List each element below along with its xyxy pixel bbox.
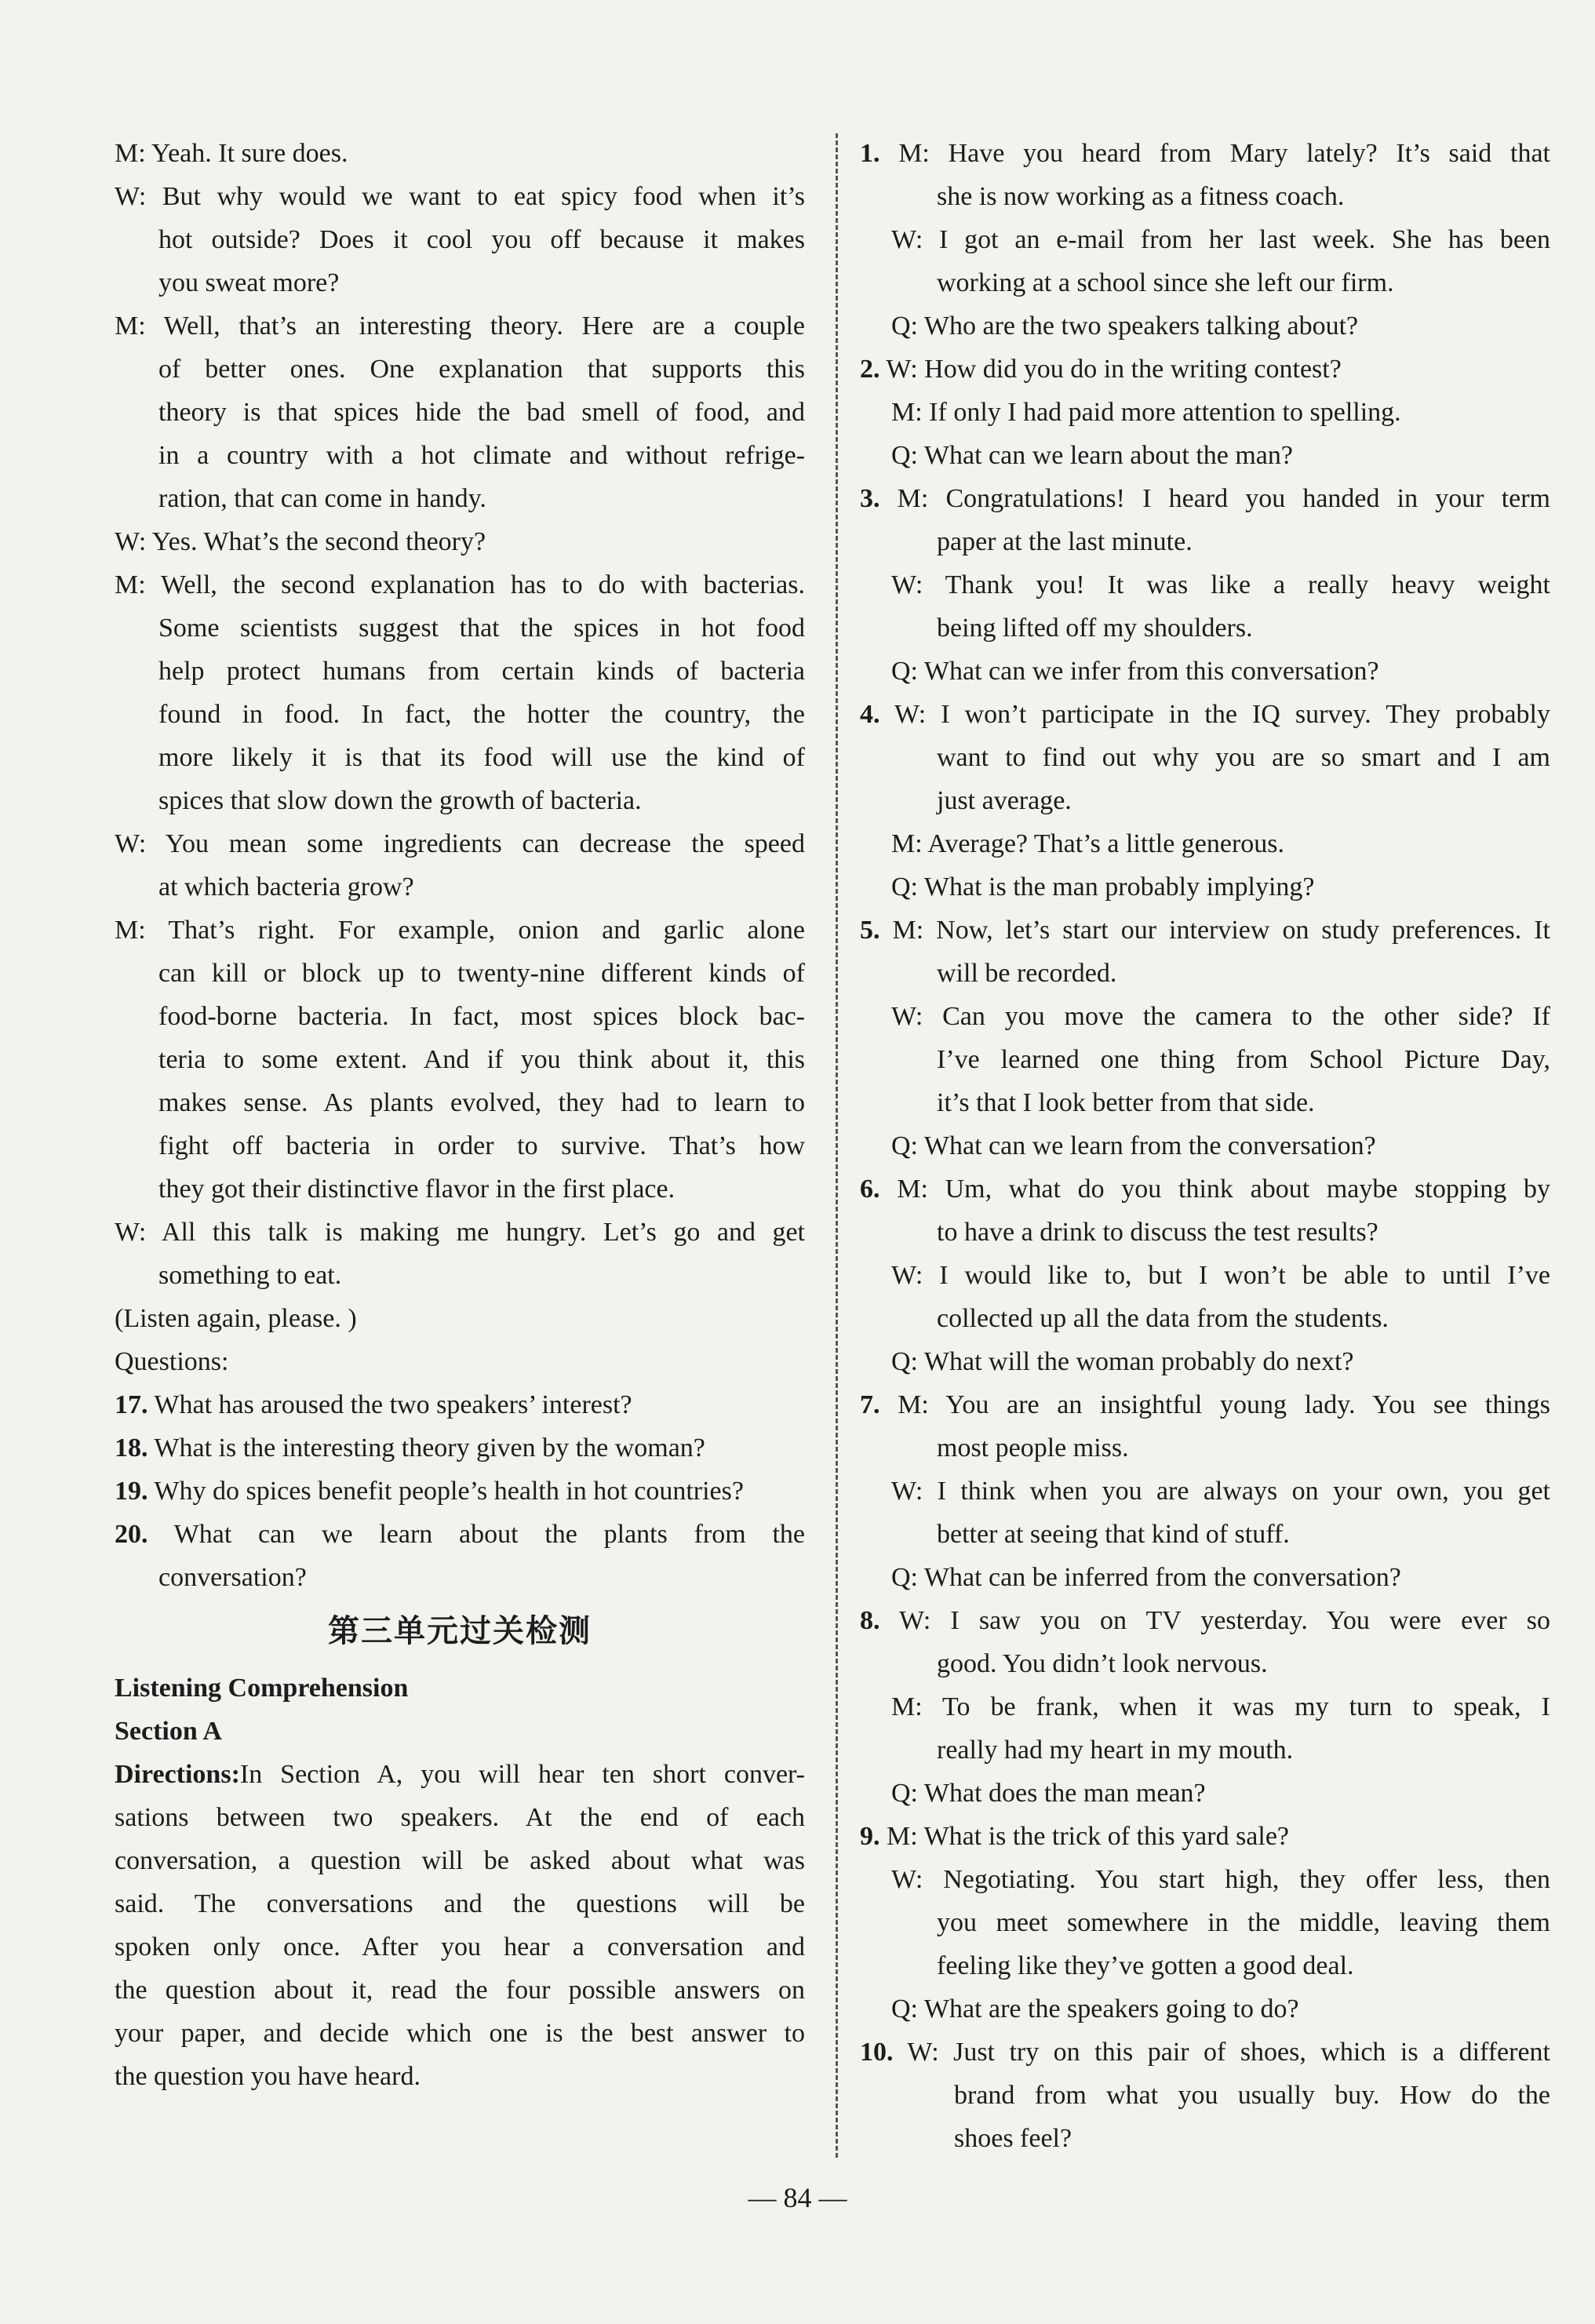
section-heading: 第三单元过关检测: [328, 1613, 592, 1649]
conversation-text: collected up all the data from the students.: [937, 1304, 1389, 1333]
conversation-text: W: How did you do in the writing contest?: [886, 355, 1342, 384]
dialogue-line: you sweat more?: [158, 268, 340, 297]
conversation-text: just average.: [937, 786, 1072, 815]
dialogue-line: in a country with a hot climate and without refrige-: [158, 441, 805, 470]
conversation-text: it’s that I look better from that side.: [937, 1088, 1315, 1117]
conversation-line: [860, 1297, 1550, 1340]
question-number: 20.: [115, 1520, 148, 1549]
dialogue-line: help protect humans from certain kinds of bacteria: [158, 657, 805, 686]
conversation-line: [860, 175, 1550, 218]
dialogue-line: can kill or block up to twenty-nine different kinds of: [158, 959, 805, 988]
directions-text: conversation, a question will be asked about what was: [115, 1846, 805, 1875]
conversation-line: [860, 1901, 1550, 1944]
conversation-text: she is now working as a fitness coach.: [937, 182, 1345, 211]
directions-text: the question you have heard.: [115, 2062, 421, 2091]
conversation-text: want to find out why you are so smart and I am: [937, 743, 1550, 772]
left-column: [115, 132, 805, 2098]
directions-text: the question about it, read the four possible answers on: [115, 1976, 805, 2005]
dialogue-line: W: Yes. What’s the second theory?: [115, 527, 486, 556]
conversation-text: W: I got an e-mail from her last week. She has been: [891, 225, 1550, 254]
conversation-line: [860, 1815, 1550, 1858]
conversation-text: paper at the last minute.: [937, 527, 1193, 556]
dialogue-line: found in food. In fact, the hotter the country, the: [158, 700, 805, 729]
conversation-text: Q: What can we learn from the conversation?: [891, 1131, 1376, 1160]
conversation-text: Q: What are the speakers going to do?: [891, 1994, 1299, 2023]
conversation-line: [860, 391, 1550, 434]
dialogue-line: Some scientists suggest that the spices in hot food: [158, 614, 805, 643]
directions-text: sations between two speakers. At the end of each: [115, 1803, 805, 1832]
dialogue-line: theory is that spices hide the bad smell of food, and: [158, 398, 805, 427]
conversation-text: working at a school since she left our firm.: [937, 268, 1394, 297]
conversation-line: [860, 434, 1550, 477]
conversation-line: [860, 995, 1550, 1038]
conversation-text: Q: What can be inferred from the conversation?: [891, 1563, 1401, 1592]
conversation-line: [860, 2074, 1550, 2117]
item-number: 10.: [860, 2038, 894, 2067]
conversation-line: [860, 606, 1550, 650]
conversation-line: [860, 304, 1550, 348]
conversation-text: W: Can you move the camera to the other side? If: [891, 1002, 1550, 1031]
conversation-text: M: Um, what do you think about maybe stopping by: [897, 1175, 1550, 1204]
conversation-line: [860, 693, 1550, 736]
conversation-text: M: What is the trick of this yard sale?: [887, 1822, 1290, 1851]
conversation-text: brand from what you usually buy. How do the: [954, 2081, 1550, 2110]
conversation-line: [860, 1513, 1550, 1556]
item-number: 2.: [860, 355, 880, 384]
section-a-heading: Section A: [115, 1717, 222, 1746]
conversation-line: [860, 520, 1550, 563]
listening-heading: Listening Comprehension: [115, 1674, 409, 1703]
conversation-text: Q: What can we infer from this conversation?: [891, 657, 1379, 686]
conversation-text: really had my heart in my mouth.: [937, 1736, 1294, 1765]
conversation-text: most people miss.: [937, 1433, 1129, 1463]
conversation-text: W: Just try on this pair of shoes, which is a different: [907, 2038, 1550, 2067]
dialogue-line: W: You mean some ingredients can decrease the speed: [115, 829, 805, 858]
dialogue-line: M: That’s right. For example, onion and garlic alone: [115, 916, 805, 945]
conversation-text: Q: Who are the two speakers talking about?: [891, 311, 1359, 341]
item-number: 1.: [860, 139, 880, 168]
conversation-line: [860, 1081, 1550, 1124]
directions-line: [115, 1796, 805, 1839]
conversation-text: M: Now, let’s start our interview on study preferences. It: [892, 916, 1550, 945]
dialogue-line: ration, that can come in handy.: [158, 484, 486, 513]
question-text: What can we learn about the plants from the: [173, 1520, 805, 1549]
conversation-line: [860, 1470, 1550, 1513]
conversation-line: [860, 822, 1550, 865]
question-item: [115, 1513, 805, 1556]
dialogue-line: more likely it is that its food will use the kind of: [158, 743, 805, 772]
conversation-text: feeling like they’ve gotten a good deal.: [937, 1951, 1354, 1980]
dialogue-line: they got their distinctive flavor in the first place.: [158, 1175, 676, 1204]
conversation-text: M: If only I had paid more attention to spelling.: [891, 398, 1401, 427]
directions-line: [115, 1925, 805, 1969]
conversation-line: [860, 1167, 1550, 1211]
conversation-text: W: I saw you on TV yesterday. You were ever so: [899, 1606, 1550, 1635]
directions-text: spoken only once. After you hear a conversation and: [115, 1932, 805, 1962]
dialogue-line: W: All this talk is making me hungry. Let’s go and get: [115, 1218, 805, 1247]
dialogue-line: Questions:: [115, 1347, 229, 1376]
dialogue-line: M: Well, that’s an interesting theory. Here are a couple: [115, 311, 805, 341]
column-divider: [836, 133, 838, 2158]
question-item: [115, 1383, 805, 1426]
dialogue-line: food-borne bacteria. In fact, most spices block bac-: [158, 1002, 805, 1031]
conversation-text: W: I would like to, but I won’t be able to until I’ve: [891, 1261, 1550, 1290]
conversation-line: [860, 218, 1550, 261]
conversation-text: will be recorded.: [937, 959, 1117, 988]
conversation-line: [860, 1383, 1550, 1426]
conversation-line: [860, 2031, 1550, 2074]
item-number: 7.: [860, 1390, 880, 1419]
dialogue-line: spices that slow down the growth of bacteria.: [158, 786, 642, 815]
conversation-text: good. You didn’t look nervous.: [937, 1649, 1268, 1678]
conversation-line: [860, 132, 1550, 175]
directions-line: [115, 1753, 805, 1796]
conversation-line: [860, 779, 1550, 822]
conversation-line: [860, 650, 1550, 693]
dialogue-line: teria to some extent. And if you think about it, this: [158, 1045, 805, 1074]
dialogue-line: hot outside? Does it cool you off because it makes: [158, 225, 805, 254]
conversation-line: [860, 1642, 1550, 1685]
dialogue-line: M: Yeah. It sure does.: [115, 139, 348, 168]
directions-text: your paper, and decide which one is the best answer to: [115, 2019, 805, 2048]
conversation-line: [860, 1599, 1550, 1642]
conversation-line: [860, 1987, 1550, 2031]
item-number: 9.: [860, 1822, 880, 1851]
conversation-line: [860, 1426, 1550, 1470]
conversation-line: [860, 1685, 1550, 1728]
conversation-text: I’ve learned one thing from School Picture Day,: [937, 1045, 1550, 1074]
item-number: 5.: [860, 916, 880, 945]
conversation-text: better at seeing that kind of stuff.: [937, 1520, 1290, 1549]
conversation-text: M: Congratulations! I heard you handed in your term: [897, 484, 1550, 513]
question-continuation: conversation?: [158, 1563, 307, 1592]
conversation-line: [860, 477, 1550, 520]
item-number: 3.: [860, 484, 880, 513]
right-column: [860, 132, 1550, 2160]
question-number: 18.: [115, 1433, 148, 1463]
conversation-line: [860, 1944, 1550, 1987]
dialogue-line: M: Well, the second explanation has to do with bacterias.: [115, 570, 805, 599]
conversation-text: M: Average? That’s a little generous.: [891, 829, 1285, 858]
dialogue-line: W: But why would we want to eat spicy food when it’s: [115, 182, 805, 211]
directions-line: [115, 1969, 805, 2012]
conversation-line: [860, 736, 1550, 779]
conversation-text: being lifted off my shoulders.: [937, 614, 1253, 643]
question-text: What has aroused the two speakers’ interest?: [154, 1390, 632, 1419]
conversation-text: W: I won’t participate in the IQ survey. They probably: [894, 700, 1550, 729]
directions-label: Directions:: [115, 1760, 240, 1789]
conversation-line: [860, 261, 1550, 304]
item-number: 6.: [860, 1175, 880, 1204]
conversation-line: [860, 1340, 1550, 1383]
conversation-line: [860, 1038, 1550, 1081]
conversation-text: shoes feel?: [954, 2124, 1072, 2153]
directions-text: said. The conversations and the questions will be: [115, 1889, 805, 1918]
conversation-line: [860, 1254, 1550, 1297]
dialogue-line: fight off bacteria in order to survive. That’s how: [158, 1131, 805, 1160]
conversation-line: [860, 952, 1550, 995]
conversation-text: M: You are an insightful young lady. You see things: [898, 1390, 1550, 1419]
conversation-text: M: Have you heard from Mary lately? It’s said that: [898, 139, 1550, 168]
conversation-line: [860, 1728, 1550, 1772]
question-text: Why do spices benefit people’s health in hot countries?: [154, 1477, 744, 1506]
conversation-line: [860, 909, 1550, 952]
directions-text: In Section A, you will hear ten short conver-: [239, 1760, 805, 1789]
question-number: 19.: [115, 1477, 148, 1506]
conversation-text: Q: What can we learn about the man?: [891, 441, 1293, 470]
conversation-text: M: To be frank, when it was my turn to speak, I: [891, 1692, 1550, 1721]
conversation-text: you meet somewhere in the middle, leaving them: [937, 1908, 1550, 1937]
directions-line: [115, 1839, 805, 1882]
conversation-line: [860, 1556, 1550, 1599]
item-number: 4.: [860, 700, 880, 729]
directions-line: [115, 2055, 805, 2098]
dialogue-line: makes sense. As plants evolved, they had to learn to: [158, 1088, 805, 1117]
question-item: [115, 1426, 805, 1470]
page-number: — 84 —: [748, 2182, 847, 2213]
conversation-text: W: Negotiating. You start high, they offer less, then: [891, 1865, 1550, 1894]
dialogue-line: (Listen again, please. ): [115, 1304, 357, 1333]
conversation-line: [860, 563, 1550, 606]
dialogue-line: at which bacteria grow?: [158, 872, 414, 902]
conversation-line: [860, 1124, 1550, 1167]
question-number: 17.: [115, 1390, 148, 1419]
conversation-text: W: I think when you are always on your own, you get: [891, 1477, 1550, 1506]
conversation-text: Q: What will the woman probably do next?: [891, 1347, 1354, 1376]
dialogue-line: something to eat.: [158, 1261, 342, 1290]
conversation-line: [860, 348, 1550, 391]
conversation-text: Q: What does the man mean?: [891, 1779, 1206, 1808]
question-text: What is the interesting theory given by the woman?: [154, 1433, 705, 1463]
conversation-line: [860, 1858, 1550, 1901]
conversation-text: Q: What is the man probably implying?: [891, 872, 1315, 902]
dialogue-line: of better ones. One explanation that supports this: [158, 355, 805, 384]
conversation-line: [860, 1772, 1550, 1815]
question-item: [115, 1470, 805, 1513]
conversation-line: [860, 1211, 1550, 1254]
directions-line: [115, 2012, 805, 2055]
conversation-line: [860, 2117, 1550, 2160]
directions-line: [115, 1882, 805, 1925]
item-number: 8.: [860, 1606, 880, 1635]
conversation-text: W: Thank you! It was like a really heavy weight: [891, 570, 1550, 599]
conversation-line: [860, 865, 1550, 909]
conversation-text: to have a drink to discuss the test results?: [937, 1218, 1378, 1247]
